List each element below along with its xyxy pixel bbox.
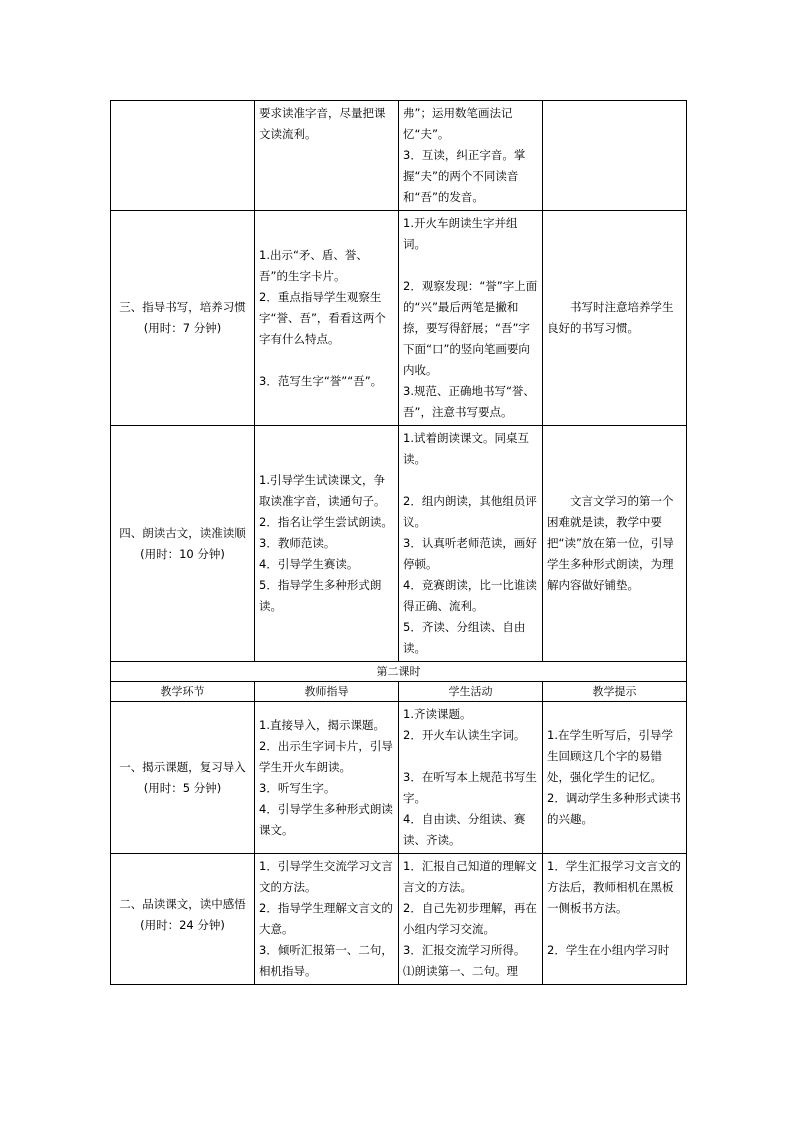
student-cell	[399, 426, 543, 662]
teacher-line: 2．指导学生理解文言文的大意。	[259, 901, 393, 936]
stage-title: 四、朗读古文，读准读顺	[119, 525, 246, 540]
teacher-line: 3．倾听汇报第一、二句，相机指导。	[259, 943, 393, 978]
teacher-line: 5．指导学生多种形式朗读。	[259, 578, 382, 613]
spacer	[259, 350, 394, 371]
teacher-line: 要求读准字音，尽量把课文读流利。	[259, 106, 386, 141]
stage-time: (用时：24 分钟)	[140, 918, 225, 932]
teacher-line: 1．引导学生交流学习文言文的方法。	[259, 859, 393, 894]
student-line: ⑴朗读第一、二句。理	[403, 964, 518, 978]
stage-title: 二、品读课文，读中感悟	[119, 897, 246, 911]
stage-time: (用时：5 分钟)	[143, 780, 222, 795]
teacher-line: 1.出示“矛、盾、誉、吾”的生字卡片。	[259, 247, 368, 283]
student-line: 3．认真听老师范读，画好停顿。	[403, 536, 537, 571]
student-line: 1.开火车朗读生字并组词。	[403, 216, 518, 251]
tip-text: 书写时注意培养学生良好的书写习惯。	[547, 300, 674, 335]
teacher-line: 1.直接导入，揭示课题。	[259, 717, 385, 732]
teacher-line: 4．引导学生多种形式朗读课文。	[259, 801, 393, 837]
teacher-cell	[255, 854, 399, 985]
tip-cell	[543, 854, 687, 985]
student-line: 3．汇报交流学习所得。	[403, 943, 526, 957]
column-header: 学生活动	[399, 682, 543, 702]
student-line: 3．互读，纠正字音。掌握“夫”的两个不同读音和“吾”的发音。	[403, 148, 526, 204]
student-line: 1.试着朗读课文。同桌互读。	[403, 431, 529, 466]
table-row	[111, 662, 687, 682]
spacer	[403, 470, 538, 491]
tip-line: 1.在学生听写后，引导学生回顾这几个字的易错处，强化学生的记忆。	[547, 728, 673, 784]
student-cell	[399, 854, 543, 985]
teacher-line: 3．范写生字“誉”“吾”。	[259, 373, 383, 388]
table-row	[111, 211, 687, 426]
column-header: 教师指导	[255, 682, 399, 702]
student-line: 3．在听写本上规范书写生字。	[403, 770, 537, 805]
teacher-line: 2．出示生字词卡片，引导学生开火车朗读。	[259, 738, 393, 774]
student-cell	[399, 702, 543, 854]
tip-cell	[543, 101, 687, 211]
stage-title: 一、揭示课题，复习导入	[119, 759, 246, 774]
tip-line: 2．学生在小组内学习时	[547, 943, 670, 957]
teacher-cell	[255, 211, 399, 426]
stage-cell	[111, 211, 255, 426]
spacer	[403, 255, 538, 276]
stage-cell	[111, 426, 255, 662]
spacer	[403, 746, 538, 767]
student-cell	[399, 211, 543, 426]
student-line: 4．自由读、分组读、赛读、齐读。	[403, 812, 526, 847]
stage-time: (用时：7 分钟)	[143, 321, 222, 335]
tip-cell	[543, 211, 687, 426]
tip-cell	[543, 702, 687, 854]
teacher-cell	[255, 426, 399, 662]
teacher-line: 1.引导学生试读课文，争取读准字音，读通句子。	[259, 473, 386, 508]
student-line: 5．齐读、分组读、自由读。	[403, 620, 526, 655]
student-line: 1．汇报自己知道的理解文言文的方法。	[403, 859, 537, 894]
table-row	[111, 426, 687, 662]
teacher-line: 2．重点指导学生观察生字“誉、吾”，看看这两个字有什么特点。	[259, 289, 386, 346]
student-line: 弗”；运用数笔画法记忆“夫”。	[403, 106, 513, 141]
student-line: 4．竞赛朗读，比一比谁读得正确、流利。	[403, 578, 537, 613]
tip-line: 2．调动学生多种形式读书的兴趣。	[547, 791, 681, 826]
student-line: 2．组内朗读，其他组员评议。	[403, 494, 537, 529]
table-row	[111, 854, 687, 985]
stage-time: (用时：10 分钟)	[140, 546, 225, 561]
lesson-plan-table	[110, 100, 687, 985]
teacher-line: 4．引导学生赛读。	[259, 557, 359, 571]
student-line: 3.规范、正确地书写“誉、吾”，注意书写要点。	[403, 384, 535, 419]
student-line: 2．开火车认读生字词。	[403, 728, 526, 742]
stage-cell	[111, 702, 255, 854]
stage-title: 三、指导书写，培养习惯	[119, 300, 246, 314]
teacher-cell	[255, 702, 399, 854]
column-header: 教学环节	[111, 682, 255, 702]
table-header-row	[111, 682, 687, 702]
student-line: 2．观察发现：“誉”字上面的“兴”最后两笔是撇和捺，要写得舒展；“吾”字下面“口”的竖向笔画要向内收。	[403, 279, 538, 377]
table-row	[111, 101, 687, 211]
table-row	[111, 702, 687, 854]
tip-cell	[543, 426, 687, 662]
teacher-line: 3．听写生字。	[259, 780, 336, 795]
stage-cell	[111, 854, 255, 985]
section-title: 第二课时	[111, 662, 687, 682]
tip-text: 文言文学习的第一个困难就是读，教学中要把“读”放在第一位，引导学生多种形式朗读，为理解内容做好铺垫。	[547, 494, 674, 592]
teacher-line: 3．教师范读。	[259, 536, 336, 550]
student-line: 1.齐读课题。	[403, 707, 472, 721]
student-cell	[399, 101, 543, 211]
student-line: 2．自己先初步理解，再在小组内学习交流。	[403, 901, 537, 936]
teacher-line: 2．指名让学生尝试朗读。	[259, 515, 393, 529]
teacher-cell	[255, 101, 399, 211]
tip-line: 1．学生汇报学习文言文的方法后，教师相机在黑板一侧板书方法。	[547, 859, 681, 915]
column-header: 教学提示	[543, 682, 687, 702]
spacer	[547, 919, 682, 940]
stage-cell	[111, 101, 255, 211]
